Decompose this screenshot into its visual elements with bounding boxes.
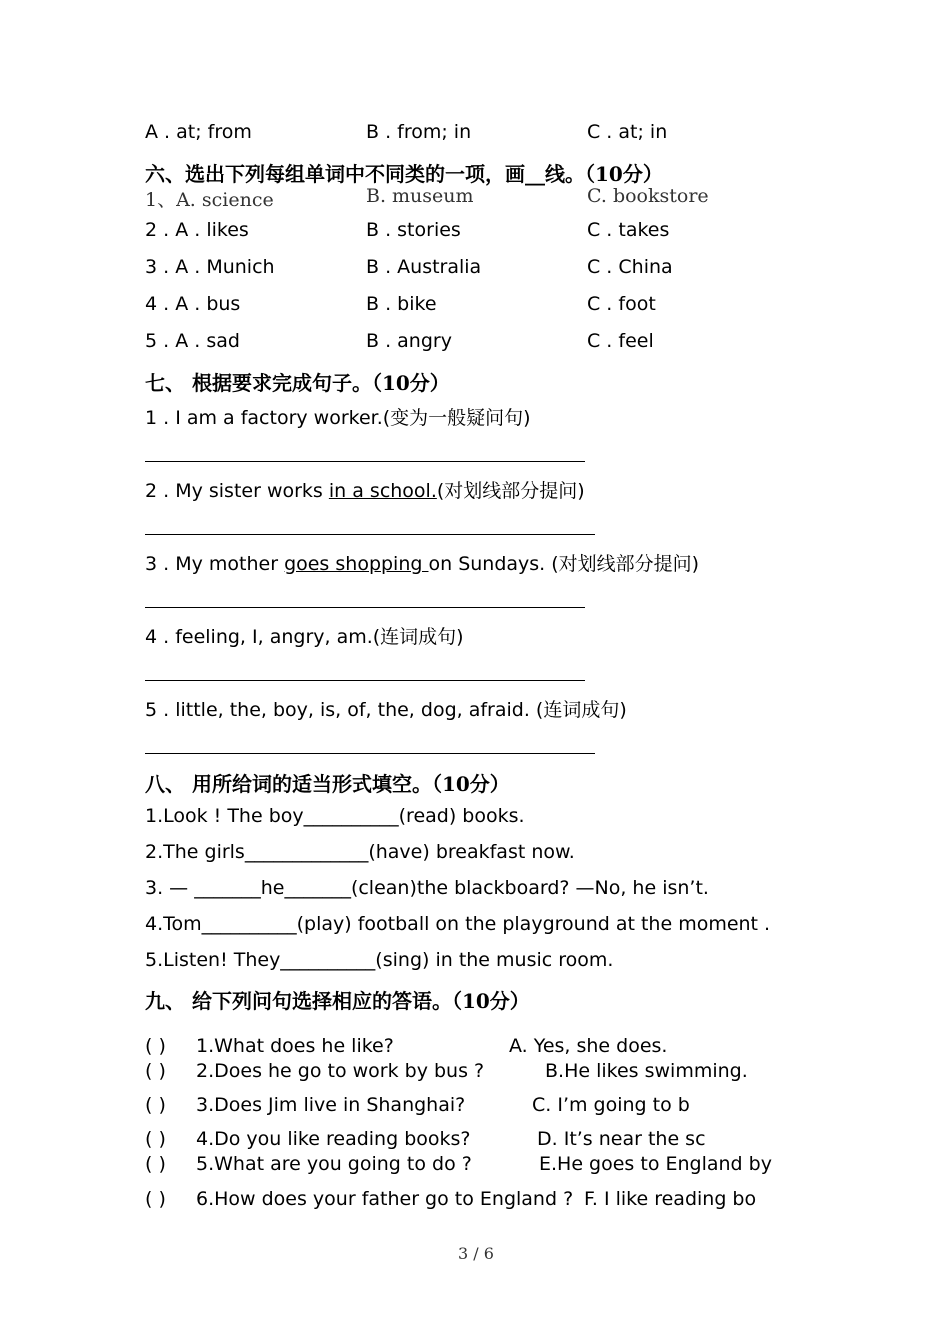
page-number: 3 / 6	[458, 1244, 494, 1263]
answer-bracket[interactable]: ( )	[145, 1128, 166, 1150]
answer-bracket[interactable]: ( )	[145, 1094, 166, 1116]
sec6-row5-b: B . angry	[366, 330, 452, 352]
q3-instruction: on Sundays. (对划线部分提问)	[428, 553, 700, 575]
answer-bracket[interactable]: ( )	[145, 1188, 166, 1210]
sec9-answer-f: F. I like reading bo	[584, 1188, 757, 1210]
sec6-row2-c: C . takes	[587, 219, 670, 241]
sec9-question-2: 2.Does he go to work by bus ?	[196, 1060, 485, 1082]
sec8-question-2: 2.The girls_____________(have) breakfast now.	[145, 841, 575, 863]
answer-line[interactable]	[145, 461, 585, 462]
sec6-row4-a: 4 . A . bus	[145, 293, 241, 315]
q2-instruction: (对划线部分提问)	[436, 480, 585, 502]
sec7-question-5: 5 . little, the, boy, is, of, the, dog, afraid. (连词成句)	[145, 699, 627, 721]
q2-underlined: in a school.	[328, 480, 437, 502]
sec8-question-4: 4.Tom__________(play) football on the playground at the moment .	[145, 913, 771, 935]
sec9-answer-a: A. Yes, she does.	[509, 1035, 668, 1057]
answer-line[interactable]	[145, 680, 585, 681]
section-7-title: 七、 根据要求完成句子。（10分）	[145, 371, 450, 395]
sec7-question-3	[145, 549, 699, 576]
sec6-row3-c: C . China	[587, 256, 673, 278]
sec7-question-4: 4 . feeling, I, angry, am.(连词成句)	[145, 626, 464, 648]
option-b: B . from; in	[366, 121, 472, 143]
sec6-row2-a: 2 . A . likes	[145, 219, 249, 241]
q3-underlined: goes shopping	[284, 553, 429, 575]
sec6-row3-a: 3 . A . Munich	[145, 256, 275, 278]
q2-text: 2 . My sister works	[145, 480, 329, 502]
sec9-question-6: 6.How does your father go to England ?	[196, 1188, 574, 1210]
answer-bracket[interactable]: ( )	[145, 1060, 166, 1082]
sec9-question-5: 5.What are you going to do ?	[196, 1153, 472, 1175]
sec6-row1-c: C. bookstore	[587, 185, 709, 207]
sec9-question-1: 1.What does he like?	[196, 1035, 394, 1057]
sec6-row5-c: C . feel	[587, 330, 654, 352]
sec6-row5-a: 5 . A . sad	[145, 330, 240, 352]
section-9-title: 九、 给下列问句选择相应的答语。（10分）	[145, 989, 530, 1013]
answer-line[interactable]	[145, 607, 585, 608]
answer-line[interactable]	[145, 753, 595, 754]
sec9-answer-b: B.He likes swimming.	[545, 1060, 748, 1082]
sec9-answer-d: D. It’s near the sc	[537, 1128, 706, 1150]
sec8-question-1: 1.Look ! The boy__________(read) books.	[145, 805, 525, 827]
answer-bracket[interactable]: ( )	[145, 1035, 166, 1057]
sec6-row3-b: B . Australia	[366, 256, 482, 278]
sec7-question-2	[145, 476, 585, 503]
option-c: C . at; in	[587, 121, 668, 143]
sec9-question-3: 3.Does Jim live in Shanghai?	[196, 1094, 466, 1116]
option-a: A . at; from	[145, 121, 252, 143]
sec6-row1-a: 1、A. science	[145, 189, 274, 211]
sec8-question-5: 5.Listen! They__________(sing) in the music room.	[145, 949, 614, 971]
sec9-answer-e: E.He goes to England by	[539, 1153, 772, 1175]
answer-line[interactable]	[145, 534, 595, 535]
sec6-row1-b: B. museum	[366, 185, 474, 207]
section-6-title: 六、选出下列每组单词中不同类的一项，画__线。（10分）	[145, 162, 663, 186]
section-8-title: 八、 用所给词的适当形式填空。（10分）	[145, 772, 510, 796]
sec8-question-3: 3. — _______he_______(clean)the blackboard? —No, he isn’t.	[145, 877, 709, 899]
sec6-row4-c: C . foot	[587, 293, 656, 315]
sec7-question-1: 1 . I am a factory worker.(变为一般疑问句)	[145, 407, 531, 429]
q3-text: 3 . My mother	[145, 553, 285, 575]
sec6-row4-b: B . bike	[366, 293, 437, 315]
sec9-question-4: 4.Do you like reading books?	[196, 1128, 471, 1150]
answer-bracket[interactable]: ( )	[145, 1153, 166, 1175]
sec9-answer-c: C. I’m going to b	[532, 1094, 690, 1116]
sec6-row2-b: B . stories	[366, 219, 461, 241]
